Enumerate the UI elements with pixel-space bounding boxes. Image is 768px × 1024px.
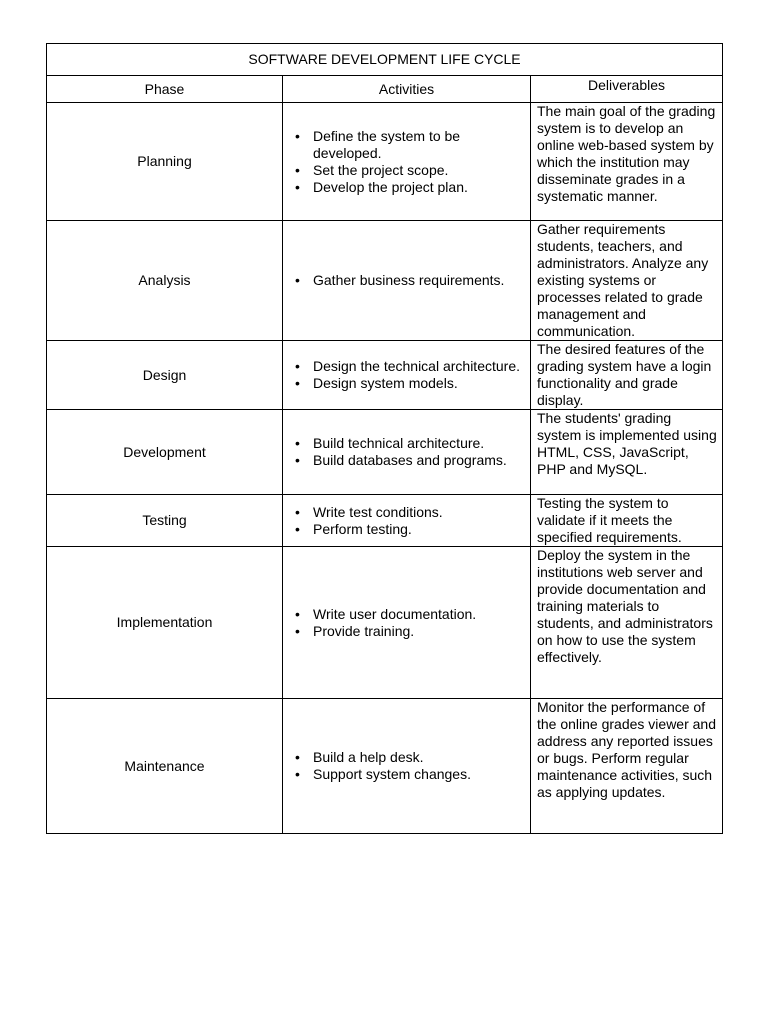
activities-cell (283, 341, 531, 410)
deliverables-cell: Testing the system to validate if it meets the specified requirements. (531, 495, 723, 547)
activity-item: • Write user documentation. (295, 606, 526, 623)
table-row (47, 410, 723, 495)
activities-cell (283, 103, 531, 221)
activity-item: • Write test conditions. (295, 504, 526, 521)
activities-cell (283, 699, 531, 834)
phase-cell: Design (47, 341, 283, 410)
sdlc-table (46, 43, 723, 834)
activity-item: • Gather business requirements. (295, 272, 526, 289)
activity-item: • Design system models. (295, 375, 526, 392)
phase-cell: Testing (47, 495, 283, 547)
activity-item: • Set the project scope. (295, 162, 526, 179)
deliverables-cell: Deploy the system in the institutions web server and provide documentation and training materials to students, and administrators on how to use the system effectively. (531, 547, 723, 699)
phase-cell: Maintenance (47, 699, 283, 834)
activity-item: • Support system changes. (295, 766, 526, 783)
column-header-activities: Activities (283, 76, 531, 103)
phase-cell: Planning (47, 103, 283, 221)
table-row (47, 221, 723, 341)
column-header-phase: Phase (47, 76, 283, 103)
activity-item: • Develop the project plan. (295, 179, 526, 196)
activity-item: • Define the system to be developed. (295, 128, 526, 162)
deliverables-cell: The students' grading system is implemented using HTML, CSS, JavaScript, PHP and MySQL. (531, 410, 723, 495)
table-row (47, 495, 723, 547)
table-row (47, 103, 723, 221)
activity-item: • Design the technical architecture. (295, 358, 526, 375)
activity-item: • Build a help desk. (295, 749, 526, 766)
activities-cell (283, 221, 531, 341)
deliverables-cell: Gather requirements students, teachers, and administrators. Analyze any existing systems or processes related to grade management and communication. (531, 221, 723, 341)
phase-cell: Analysis (47, 221, 283, 341)
activities-cell (283, 547, 531, 699)
phase-cell: Implementation (47, 547, 283, 699)
activities-cell (283, 410, 531, 495)
table-row (47, 699, 723, 834)
activity-item: • Build technical architecture. (295, 435, 526, 452)
activity-item: • Provide training. (295, 623, 526, 640)
phase-cell: Development (47, 410, 283, 495)
activity-item: • Perform testing. (295, 521, 526, 538)
activities-cell (283, 495, 531, 547)
table-row (47, 341, 723, 410)
activity-item: • Build databases and programs. (295, 452, 526, 469)
deliverables-cell: The main goal of the grading system is to develop an online web-based system by which the institution may disseminate grades in a systematic manner. (531, 103, 723, 221)
table-title: SOFTWARE DEVELOPMENT LIFE CYCLE (47, 44, 723, 76)
column-header-deliverables: Deliverables (531, 76, 723, 103)
deliverables-cell: Monitor the performance of the online grades viewer and address any reported issues or bugs. Perform regular maintenance activities, such as applying updates. (531, 699, 723, 834)
table-row (47, 547, 723, 699)
deliverables-cell: The desired features of the grading system have a login functionality and grade display. (531, 341, 723, 410)
